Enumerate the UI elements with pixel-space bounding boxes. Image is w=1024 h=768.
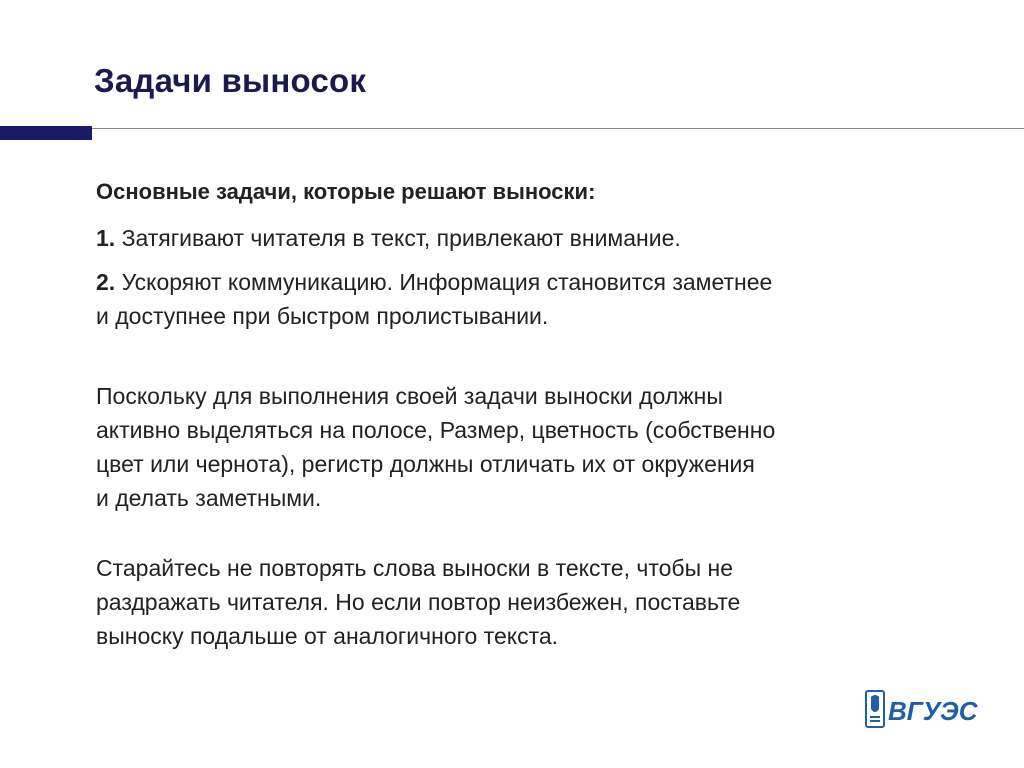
list-item-text: Ускоряют коммуникацию. Информация становится заметнее	[121, 269, 773, 295]
list-item-text-continued: и доступнее при быстром пролистывании.	[96, 303, 549, 329]
title-accent-bar	[0, 126, 92, 140]
paragraph-line: раздражать читателя. Но если повтор неизбежен, поставьте	[96, 589, 741, 615]
list-item-2	[96, 265, 966, 333]
paragraph-spacer	[96, 515, 966, 551]
list-item-text: Затягивают читателя в текст, привлекают внимание.	[121, 225, 681, 251]
paragraph-line: цвет или чернота), регистр должны отличать их от окружения	[96, 451, 755, 477]
paragraph-repetition	[96, 551, 966, 653]
list-item-1	[96, 221, 966, 255]
list-item-number: 2.	[96, 269, 116, 295]
slide-body	[96, 175, 966, 653]
paragraph-line: Старайтесь не повторять слова выноски в тексте, чтобы не	[96, 555, 733, 581]
paragraph-spacer	[96, 343, 966, 379]
paragraph-line: активно выделяться на полосе, Размер, цветность (собственно	[96, 417, 776, 443]
paragraph-line: Поскольку для выполнения своей задачи выноски должны	[96, 383, 723, 409]
logo-emblem-icon	[866, 691, 884, 727]
paragraph-line: выноску подальше от аналогичного текста.	[96, 623, 559, 649]
section-heading: Основные задачи, которые решают выноски:	[96, 179, 596, 204]
paragraph-line: и делать заметными.	[96, 485, 322, 511]
vguies-logo	[864, 687, 990, 731]
slide-title: Задачи выносок	[94, 62, 367, 99]
paragraph-visibility	[96, 379, 966, 515]
list-item-number: 1.	[96, 225, 116, 251]
logo-wordmark: ВГУЭС	[888, 696, 978, 726]
title-divider	[92, 128, 1024, 129]
